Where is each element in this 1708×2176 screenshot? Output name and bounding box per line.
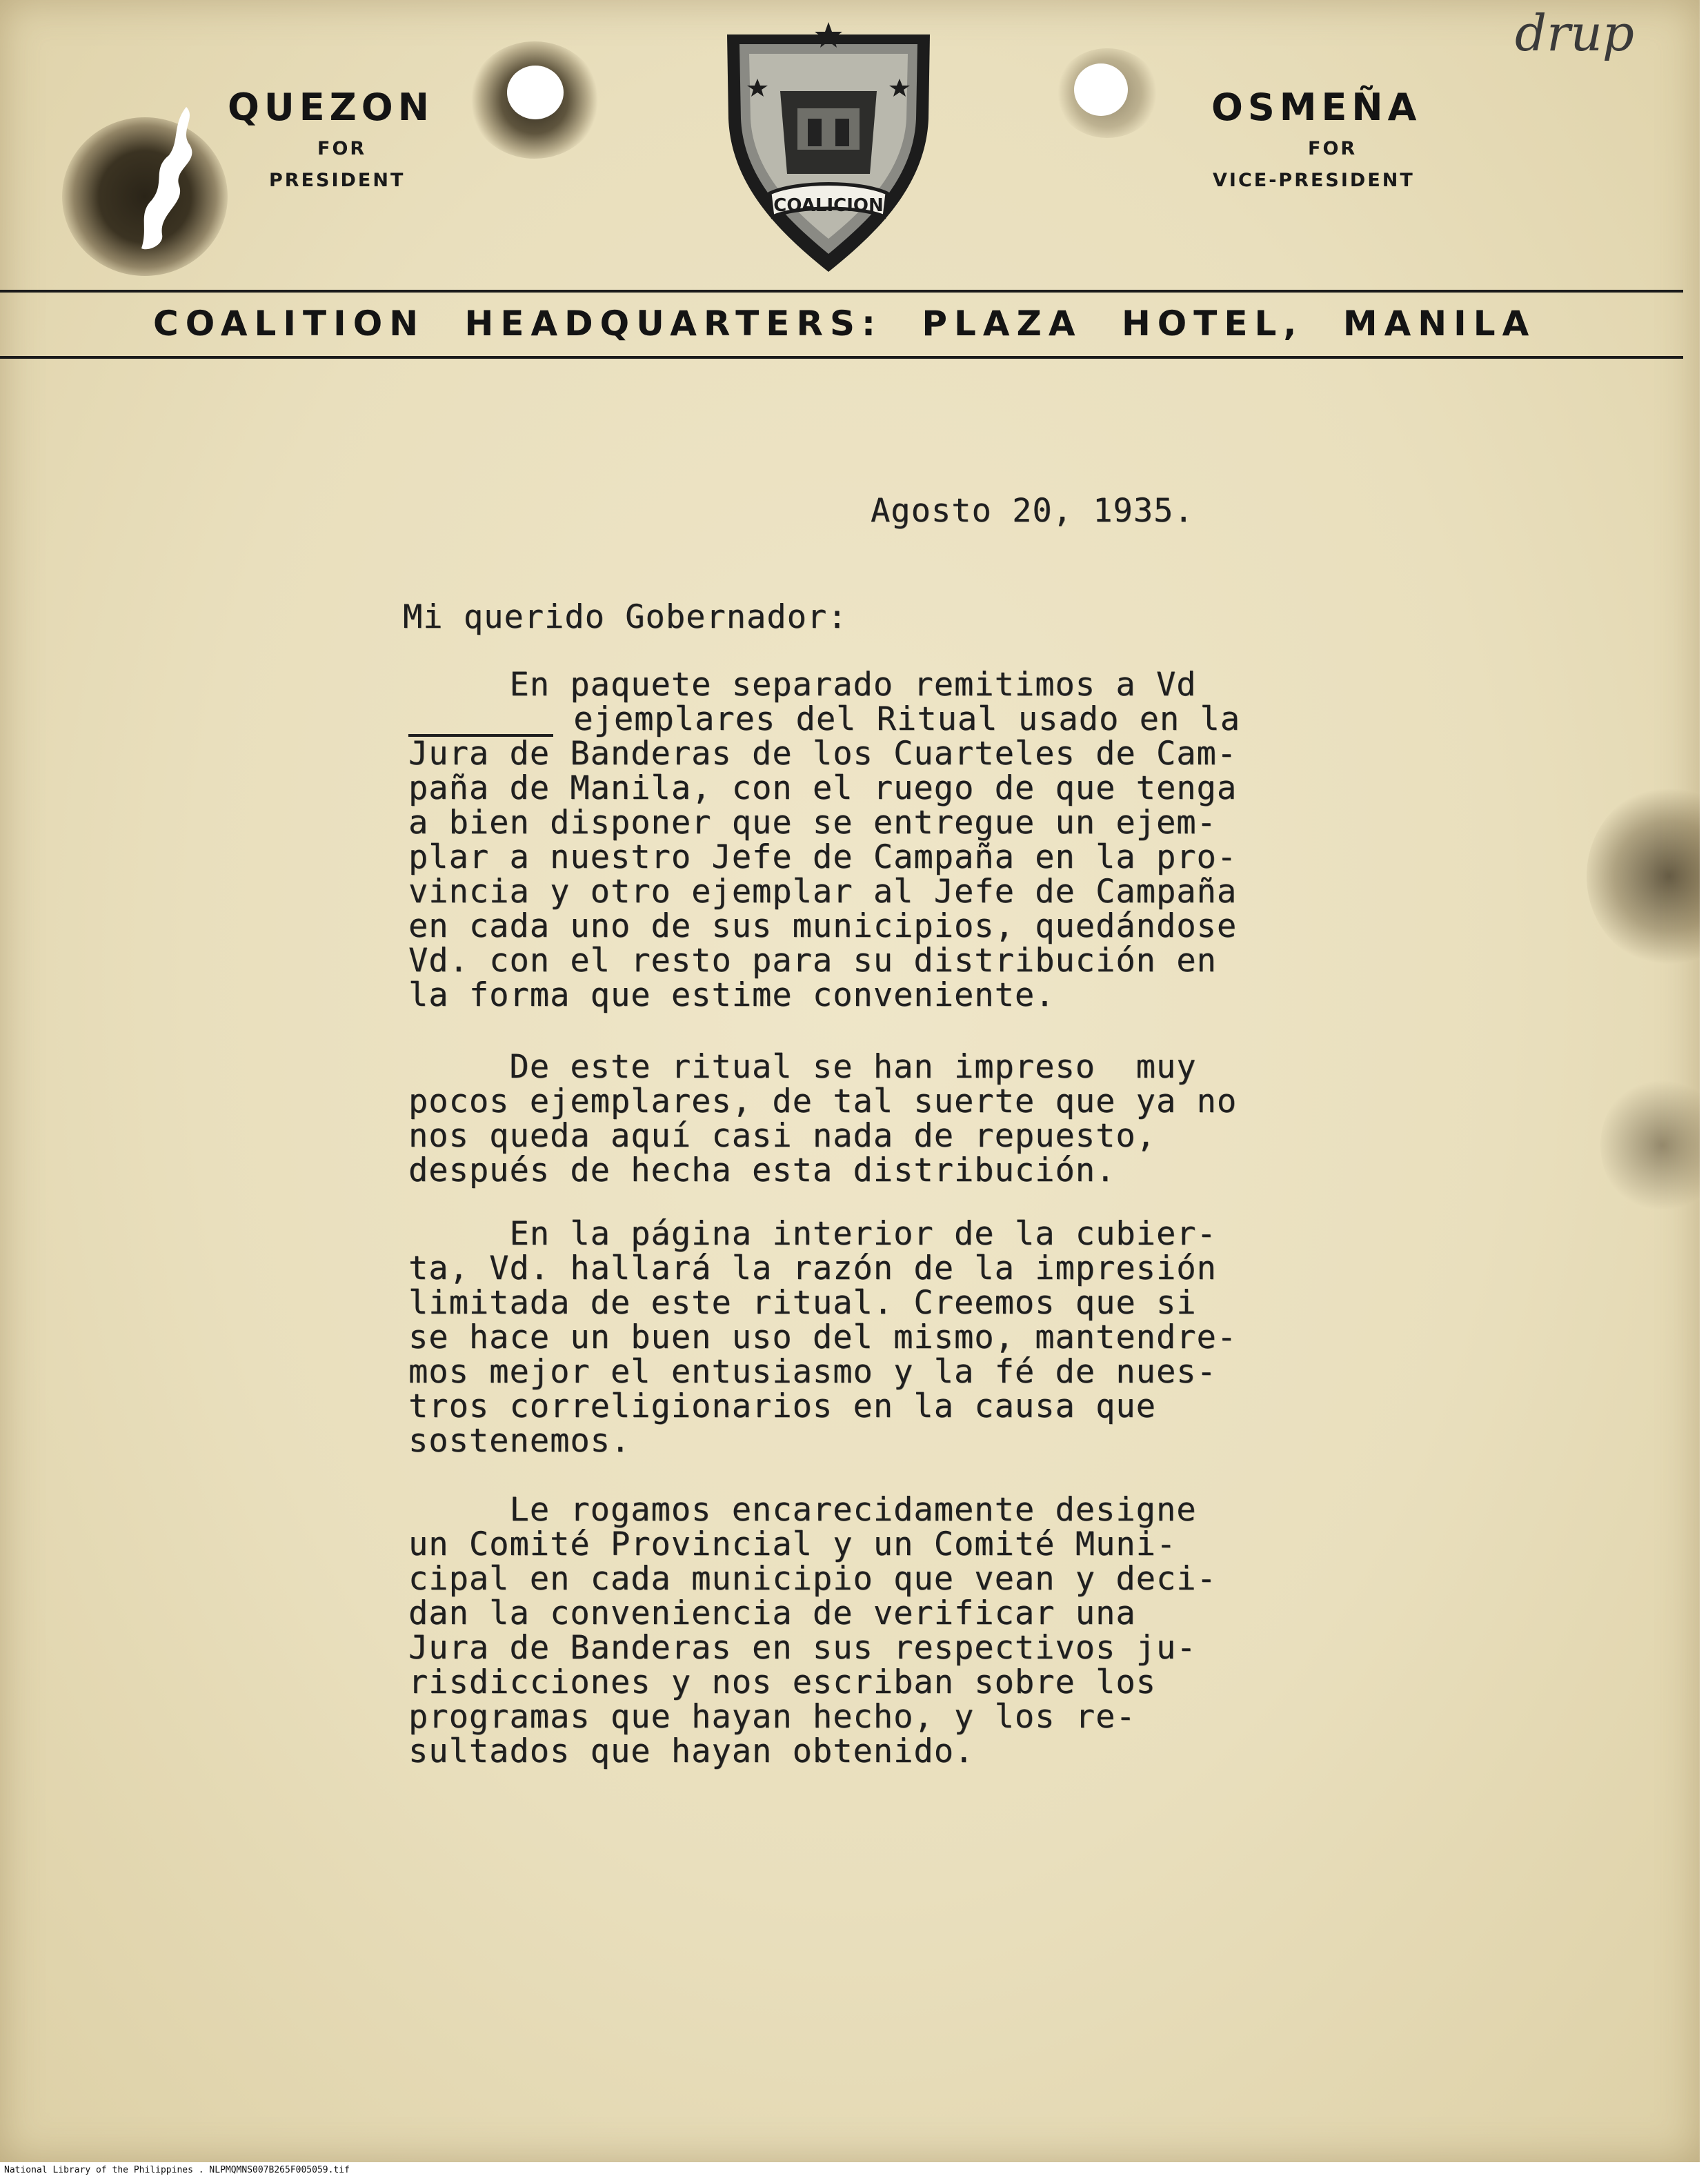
paragraph-line: En paquete separado remitimos a Vd <box>408 666 1197 704</box>
paragraph-1 <box>408 668 1240 1013</box>
letter-salutation: Mi querido Gobernador: <box>403 598 848 636</box>
punch-hole-left <box>507 66 564 119</box>
coalicion-emblem-icon <box>722 15 935 274</box>
paragraph-2 <box>408 1050 1237 1188</box>
letterhead-rule-bottom <box>0 356 1683 359</box>
stain-right-edge <box>1600 1076 1700 1214</box>
candidate-president-role: PRESIDENT <box>269 170 406 191</box>
paragraph-line: En la página interior de la cubier- <box>408 1215 1217 1253</box>
candidate-vice-president-for: FOR <box>1308 138 1358 159</box>
paragraph-line: la forma que estime conveniente. <box>408 976 1055 1014</box>
paragraph-line: cipal en cada municipio que vean y deci- <box>408 1560 1217 1598</box>
paragraph-line: a bien disponer que se entregue un ejem- <box>408 804 1217 842</box>
burn-mark-right-edge <box>1587 787 1700 966</box>
candidate-president-for: FOR <box>317 138 367 159</box>
paragraph-line: paña de Manila, con el ruego de que tenga <box>408 769 1238 807</box>
candidate-president-name: QUEZON <box>228 86 434 129</box>
paragraph-line: Jura de Banderas en sus respectivos ju- <box>408 1629 1197 1667</box>
paragraph-line: dan la conveniencia de verificar una <box>408 1594 1136 1632</box>
tear-hole <box>131 103 207 255</box>
paragraph-line: después de hecha esta distribución. <box>408 1151 1116 1189</box>
paragraph-line-text: ejemplares del Ritual usado en la <box>553 700 1241 738</box>
paragraph-line: limitada de este ritual. Creemos que si <box>408 1284 1197 1322</box>
paragraph-line: risdicciones y nos escriban sobre los <box>408 1663 1156 1701</box>
paragraph-line: se hace un buen uso del mismo, mantendre- <box>408 1318 1238 1356</box>
candidate-vice-president-name: OSMEÑA <box>1211 86 1422 129</box>
paragraph-line: sostenemos. <box>408 1422 631 1460</box>
paragraph-line: plar a nuestro Jefe de Campaña en la pro- <box>408 838 1238 876</box>
paragraph-line: Jura de Banderas de los Cuarteles de Cam- <box>408 735 1238 773</box>
letter-date: Agosto 20, 1935. <box>871 492 1194 530</box>
blank-quantity-line <box>408 708 553 737</box>
paragraph-line: sultados que hayan obtenido. <box>408 1732 975 1770</box>
emblem-label: COALICION <box>773 195 884 216</box>
paragraph-line: en cada uno de sus municipios, quedándose <box>408 907 1238 945</box>
paragraph-3 <box>408 1217 1237 1458</box>
paragraph-line: pocos ejemplares, de tal suerte que ya no <box>408 1082 1238 1120</box>
scan-footer-caption: National Library of the Philippines . NLPMQMNS007B265F005059.tif <box>4 2165 350 2175</box>
paragraph-line: tros correligionarios en la causa que <box>408 1387 1156 1425</box>
letterhead-rule-top <box>0 290 1683 293</box>
burn-mark-hole-right <box>1055 48 1159 138</box>
paragraph-line: nos queda aquí casi nada de repuesto, <box>408 1117 1156 1155</box>
paragraph-line: ta, Vd. hallará la razón de la impresión <box>408 1249 1217 1287</box>
paragraph-line: Vd. con el resto para su distribución en <box>408 942 1217 980</box>
paragraph-4 <box>408 1493 1217 1769</box>
paragraph-line: vincia y otro ejemplar al Jefe de Campaña <box>408 873 1238 911</box>
paragraph-line: un Comité Provincial y un Comité Muni- <box>408 1525 1177 1563</box>
paragraph-line: De este ritual se han impreso muy <box>408 1048 1197 1086</box>
paragraph-line <box>408 702 1240 737</box>
headquarters-address: COALITION HEADQUARTERS: PLAZA HOTEL, MANILA <box>153 304 1536 344</box>
candidate-vice-president-role: VICE-PRESIDENT <box>1213 170 1415 191</box>
burn-mark-hole-left <box>469 41 600 159</box>
punch-hole-right <box>1074 63 1128 116</box>
paragraph-line: mos mejor el entusiasmo y la fé de nues- <box>408 1353 1217 1391</box>
paragraph-line: Le rogamos encarecidamente designe <box>408 1491 1197 1529</box>
paragraph-line: programas que hayan hecho, y los re- <box>408 1698 1136 1736</box>
handwritten-note: drup <box>1515 4 1634 62</box>
burn-mark-left <box>62 117 228 276</box>
